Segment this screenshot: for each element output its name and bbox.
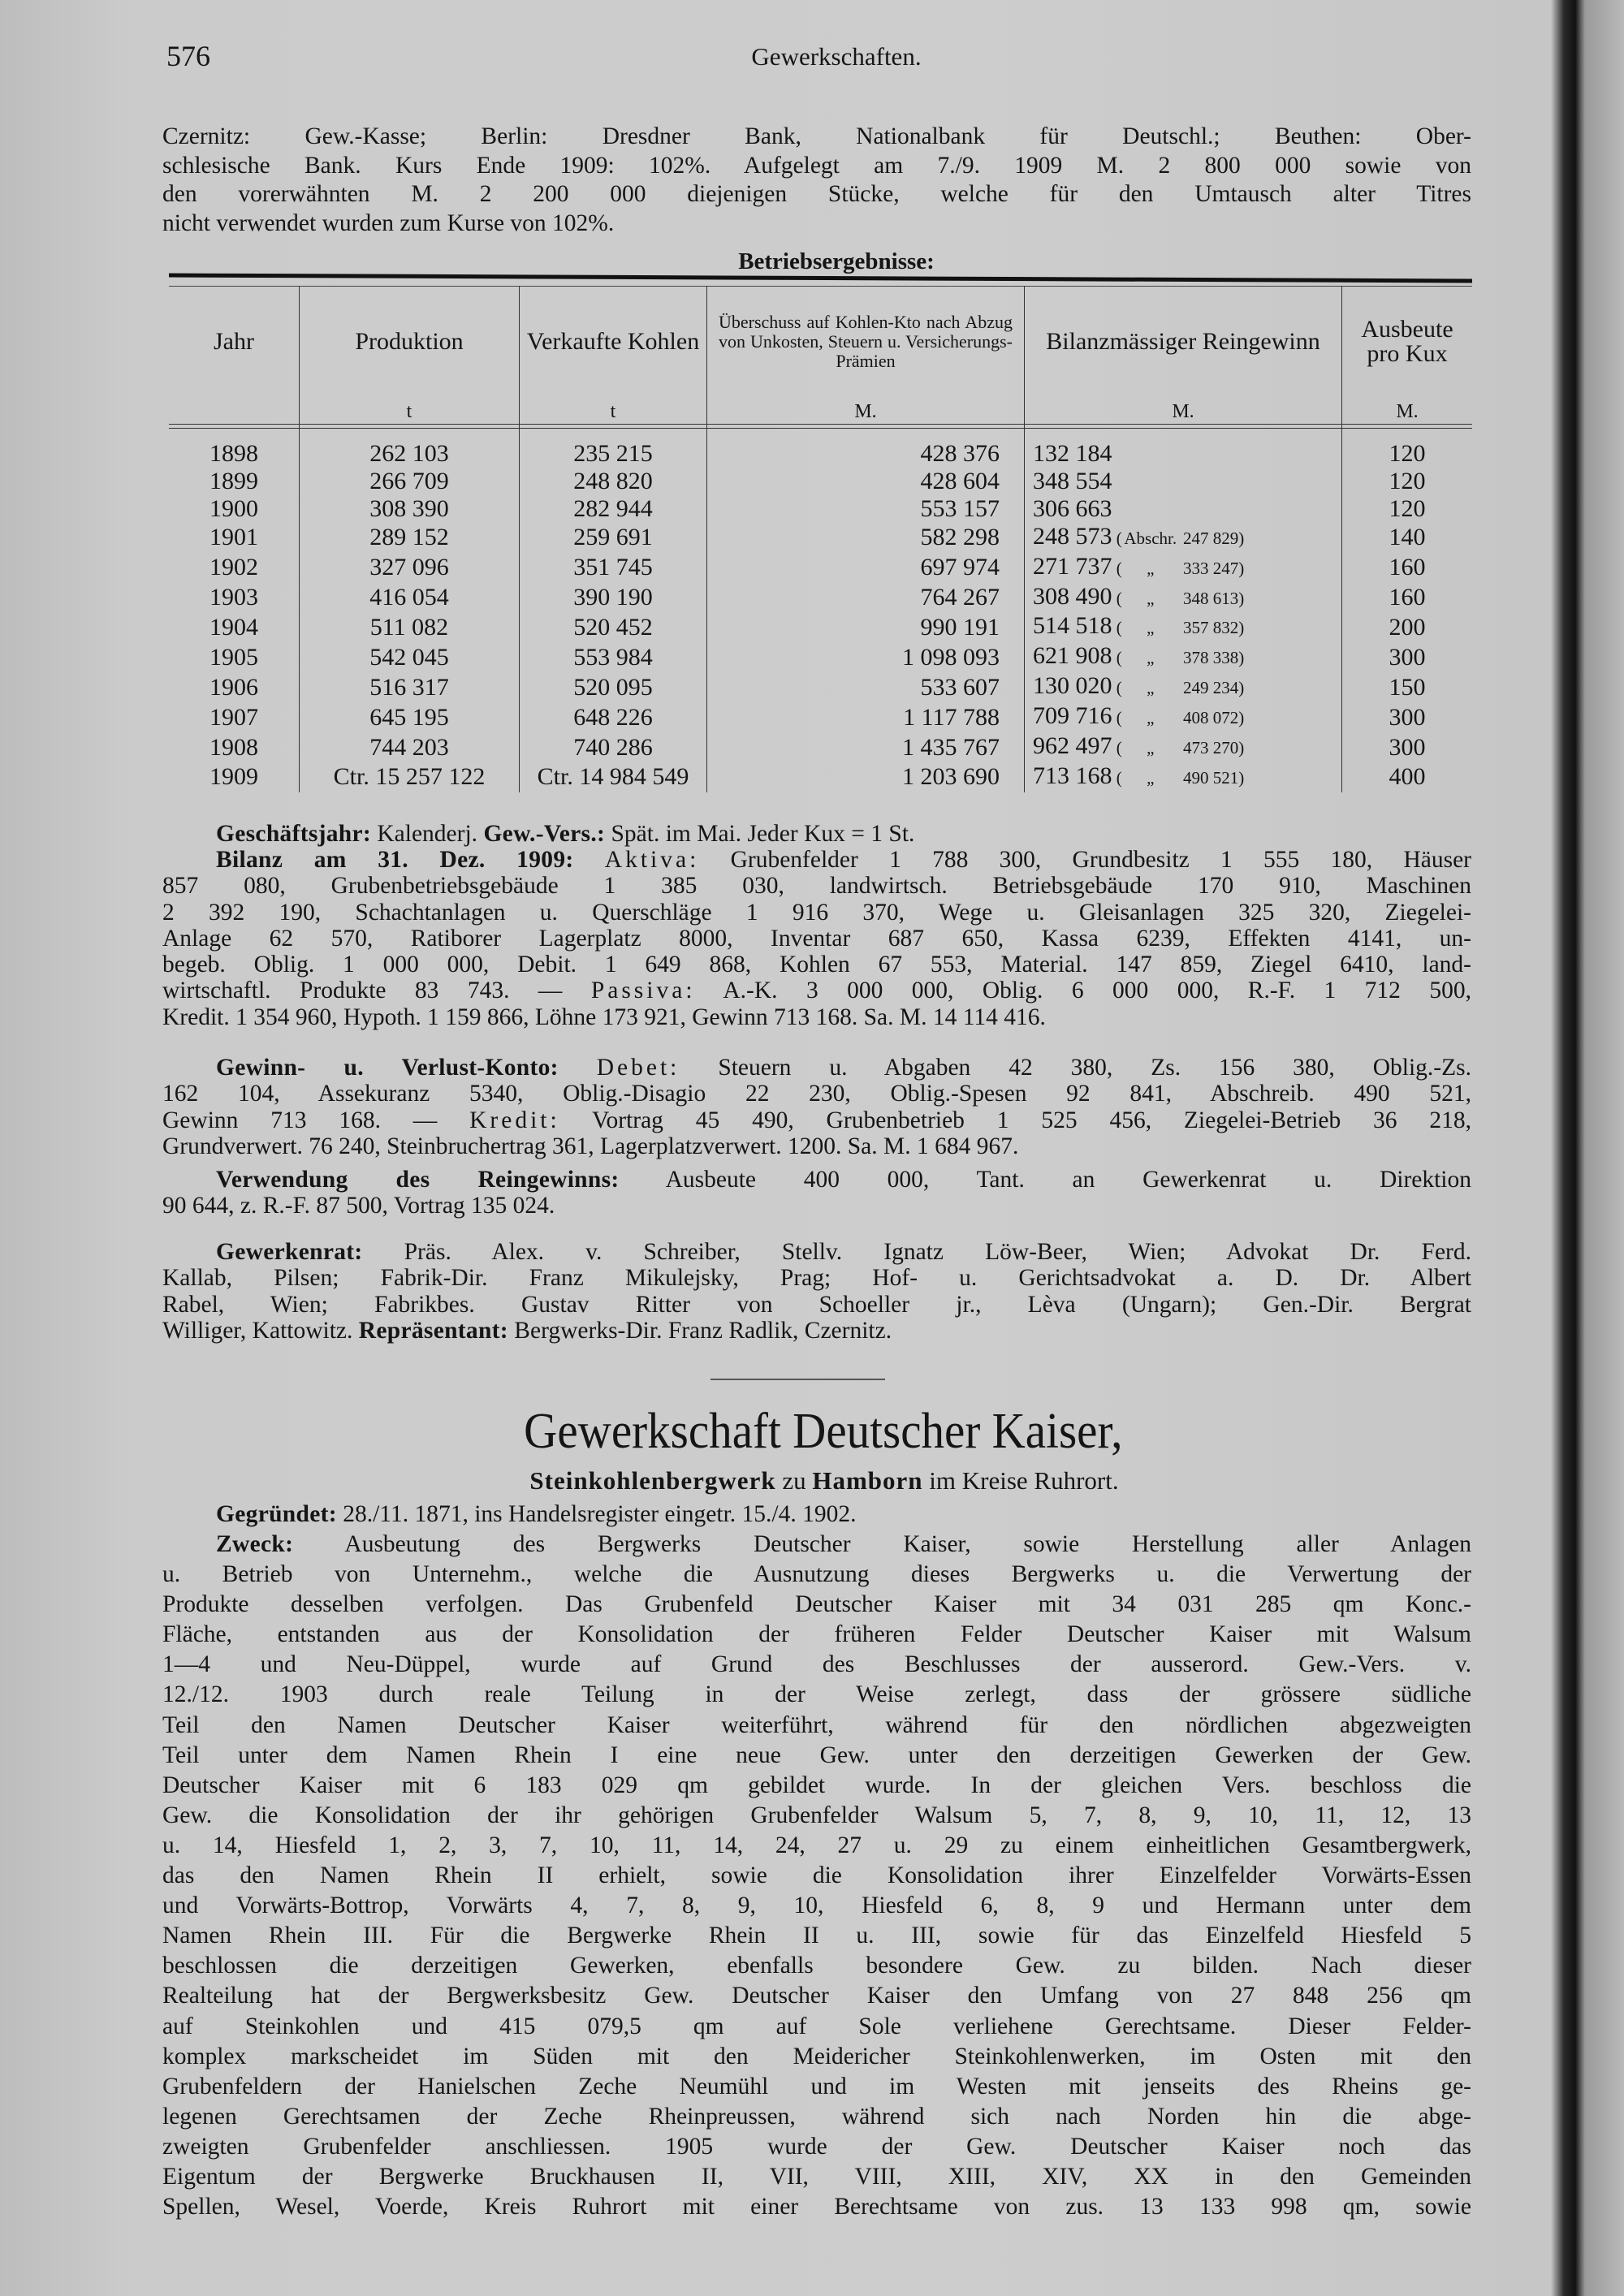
- text-segment: Rabel, Wien; Fabrikbes. Gustav Ritter von Schoeller jr., Lèva (Ungarn); Gen.-Dir. Bergrat: [162, 1291, 1471, 1318]
- cell-ausbeute: 140: [1342, 523, 1473, 553]
- cell-produktion: 511 082: [300, 612, 520, 642]
- note-label: „: [1147, 558, 1155, 578]
- table-row: [169, 495, 1472, 523]
- cell-ueberschuss: 697 974: [707, 553, 1025, 583]
- text-segment: begeb. Oblig. 1 000 000, Debit. 1 649 868, Kohlen 67 553, Material. 147 859, Ziegel 6410, land-: [162, 952, 1471, 978]
- spaced-label: Kredit:: [469, 1107, 560, 1133]
- text-segment: den vorerwähnten M. 2 200 000 diejenigen Stücke, welche für den Umtausch alter Titres: [162, 181, 1471, 208]
- bilanz-paragraph: [162, 847, 1471, 1030]
- note-value: 378 338: [1183, 648, 1239, 668]
- cell-verkaufte-kohlen: 259 691: [520, 523, 707, 553]
- text-segment: Ausbeute 400 000, Tant. an Gewerkenrat u. Direktion: [619, 1167, 1471, 1193]
- cell-year: 1908: [209, 733, 258, 761]
- cell-produktion: 262 103: [300, 424, 520, 468]
- table-header-double-rule-top: [169, 424, 1472, 425]
- text-segment: 90 644, z. R.-F. 87 500, Vortrag 135 024.: [162, 1193, 555, 1219]
- text-segment: beschlossen die derzeitigen Gewerken, ebenfalls besondere Gew. zu bilden. Nach dieser: [162, 1953, 1471, 1979]
- cell-ausbeute: 120: [1342, 495, 1473, 523]
- text-line: [162, 1133, 1471, 1159]
- cell-ausbeute: 120: [1342, 468, 1473, 495]
- text-segment: 2 392 190, Schachtanlagen u. Querschläge 1 916 370, Wege u. Gleisanlagen 325 320, Ziegelei-: [162, 899, 1471, 926]
- cell-year: 1907: [209, 703, 258, 731]
- reingewinn-value: 306 663: [1033, 494, 1112, 522]
- text-line: [162, 1239, 1471, 1265]
- text-line: [162, 1530, 1471, 1560]
- col-header-reingewinn: Bilanzmässiger Reingewinn: [1025, 286, 1342, 398]
- text-segment: [574, 847, 605, 873]
- text-segment: Williger, Kattowitz.: [162, 1317, 359, 1344]
- table-body: [169, 424, 1472, 792]
- text-segment: u. Betrieb von Unternehm., welche die Ausnutzung dieses Bergwerks u. die Verwertung der: [162, 1561, 1471, 1588]
- cell-year: 1901: [209, 524, 258, 551]
- reingewinn-value: 271 737: [1033, 552, 1112, 580]
- text-line: [162, 2102, 1471, 2132]
- text-line: [162, 1921, 1471, 1951]
- reingewinn-value: 132 184: [1033, 440, 1112, 467]
- text-segment: Anlage 62 570, Ratiborer Lagerplatz 8000, Inventar 687 650, Kassa 6239, Effekten 4141, un-: [162, 925, 1471, 952]
- text-line: [162, 847, 1471, 873]
- section-label: Bilanz am 31. Dez. 1909:: [216, 847, 574, 873]
- text-segment: 1—4 und Neu-Düppel, wurde auf Grund des Beschlusses der ausserord. Gew.-Vers. v.: [162, 1651, 1471, 1678]
- text-segment: 12./12. 1903 durch reale Teilung in der Weise zerlegt, dass der grössere südliche: [162, 1681, 1471, 1708]
- cell-verkaufte-kohlen: 390 190: [520, 583, 707, 613]
- note-value: 490 521: [1183, 767, 1239, 788]
- cell-ueberschuss: 1 435 767: [707, 732, 1025, 762]
- text-segment: Teil unter dem Namen Rhein I eine neue Gew. unter den derzeitigen Gewerken der Gew.: [162, 1741, 1471, 1768]
- text-line: [162, 2192, 1471, 2222]
- abschreibung-note: ( „ 348 613): [1112, 589, 1245, 608]
- reingewinn-value: 308 490: [1033, 582, 1112, 610]
- table-row: [169, 523, 1472, 553]
- text-line: [162, 152, 1471, 181]
- abschreibung-note: ( „ 333 247): [1112, 559, 1245, 578]
- cell-produktion: 289 152: [300, 523, 520, 553]
- text-segment: Kallab, Pilsen; Fabrik-Dir. Franz Mikulejsky, Prag; Hof- u. Gerichtsadvokat a. D. Dr. Albert: [162, 1265, 1471, 1292]
- text-segment: zweigten Grubenfelder anschliessen. 1905 wurde der Gew. Deutscher Kaiser noch das: [162, 2133, 1471, 2160]
- note-value: 357 832: [1183, 618, 1239, 638]
- text-segment: Ausbeutung des Bergwerks Deutscher Kaiser, sowie Herstellung aller Anlagen: [293, 1531, 1471, 1557]
- cell-ueberschuss: 1 203 690: [707, 762, 1025, 792]
- text-line: [162, 1771, 1471, 1801]
- note-label: „: [1147, 738, 1155, 758]
- gewinn-verlust-paragraph: [162, 1055, 1471, 1159]
- cell-produktion: Ctr. 15 257 122: [300, 762, 520, 792]
- cell-verkaufte-kohlen: 520 095: [520, 672, 707, 702]
- text-line: [162, 180, 1471, 209]
- cell-year: 1906: [209, 673, 258, 701]
- reingewinn-value: 962 497: [1033, 732, 1112, 760]
- section-divider: [710, 1379, 885, 1380]
- cell-verkaufte-kohlen: 248 820: [520, 468, 707, 495]
- text-line: [162, 1004, 1471, 1030]
- text-segment: Realteilung hat der Bergwerksbesitz Gew. Deutscher Kaiser den Umfang von 27 848 256 qm: [162, 1983, 1471, 2009]
- cell-reingewinn: [1025, 612, 1342, 642]
- table-row: [169, 583, 1472, 613]
- table-header-row: [169, 286, 1472, 398]
- reingewinn-value: 713 168: [1033, 762, 1112, 789]
- cell-year: 1902: [209, 554, 258, 581]
- text-segment: 857 080, Grubenbetriebsgebäude 1 385 030, landwirtsch. Betriebsgebäude 170 910, Maschinen: [162, 873, 1471, 900]
- spaced-label: Debet:: [596, 1055, 680, 1081]
- text-segment: Deutscher Kaiser mit 6 183 029 qm gebildet wurde. In der gleichen Vers. beschloss die: [162, 1772, 1471, 1798]
- cell-reingewinn: [1025, 583, 1342, 613]
- note-label: Abschr.: [1124, 528, 1177, 548]
- cell-reingewinn: [1025, 702, 1342, 732]
- abschreibung-note: ( „ 473 270): [1112, 738, 1245, 757]
- col-header-ueberschuss: Überschuss auf Kohlen-Kto nach Abzug von Unkosten, Steuern u. Versicherungs-Prämien: [707, 286, 1025, 398]
- text-segment: Spät. im Mai. Jeder Kux = 1 St.: [605, 821, 915, 847]
- text-segment: legenen Gerechtsamen der Zeche Rheinpreussen, während sich nach Norden hin die abge-: [162, 2103, 1471, 2130]
- cell-produktion: 308 390: [300, 495, 520, 523]
- note-value: 473 270: [1183, 738, 1239, 758]
- note-label: „: [1147, 618, 1155, 638]
- text-segment: Produkte desselben verfolgen. Das Grubenfeld Deutscher Kaiser mit 34 031 285 qm Konc.-: [162, 1591, 1471, 1618]
- cell-produktion: 327 096: [300, 553, 520, 583]
- unit-ausbeute: M.: [1342, 398, 1473, 424]
- col-header-jahr: Jahr: [214, 328, 254, 355]
- cell-ausbeute: 300: [1342, 642, 1473, 672]
- text-segment: Spellen, Wesel, Voerde, Kreis Ruhrort mit einer Berechtsame von zus. 13 133 998 qm, sowie: [162, 2194, 1471, 2220]
- cell-ueberschuss: 533 607: [707, 672, 1025, 702]
- text-line: [162, 2162, 1471, 2192]
- text-line: [162, 1193, 1471, 1219]
- col-header-produktion: Produktion: [300, 286, 520, 398]
- unit-verkaufte-kohlen: t: [520, 398, 707, 424]
- cell-produktion: 416 054: [300, 583, 520, 613]
- table-row: [169, 553, 1472, 583]
- note-label: „: [1147, 767, 1155, 788]
- text-line: [162, 2072, 1471, 2102]
- text-segment: Grundverwert. 76 240, Steinbruchertrag 361, Lagerplatzverwert. 1200. Sa. M. 1 684 967.: [162, 1133, 1019, 1159]
- text-line: [162, 1265, 1471, 1291]
- spaced-label: Passiva:: [590, 978, 696, 1004]
- table-row: [169, 424, 1472, 468]
- col-header-verkaufte-kohlen: Verkaufte Kohlen: [520, 286, 707, 398]
- cell-ausbeute: 300: [1342, 702, 1473, 732]
- cell-produktion: 516 317: [300, 672, 520, 702]
- text-line: [162, 1711, 1471, 1741]
- cell-reingewinn: [1025, 468, 1342, 495]
- text-line: [162, 1620, 1471, 1650]
- text-segment: Gewinn 713 168. —: [162, 1107, 470, 1133]
- subtitle-rest: im Kreise Ruhrort.: [929, 1466, 1119, 1495]
- unit-produktion: t: [300, 398, 520, 424]
- text-segment: A.-K. 3 000 000, Oblig. 6 000 000, R.-F. 1 712 500,: [695, 978, 1471, 1004]
- unit-jahr: [169, 398, 300, 424]
- cell-ueberschuss: 553 157: [707, 495, 1025, 523]
- text-segment: Grubenfeldern der Hanielschen Zeche Neumühl und im Westen mit jenseits des Rheins ge-: [162, 2073, 1471, 2100]
- cell-produktion: 542 045: [300, 642, 520, 672]
- text-segment: Bergwerks-Dir. Franz Radlik, Czernitz.: [508, 1317, 892, 1344]
- text-segment: Präs. Alex. v. Schreiber, Stellv. Ignatz Löw-Beer, Wien; Advokat Dr. Ferd.: [362, 1239, 1471, 1265]
- cell-year: 1904: [209, 613, 258, 641]
- note-value: 408 072: [1183, 708, 1239, 728]
- cell-ueberschuss: 428 604: [707, 468, 1025, 495]
- reingewinn-value: 514 518: [1033, 612, 1112, 640]
- cell-year: 1903: [209, 584, 258, 611]
- cell-ueberschuss: 764 267: [707, 583, 1025, 613]
- spaced-label: Aktiva:: [604, 847, 700, 873]
- cell-verkaufte-kohlen: 648 226: [520, 702, 707, 732]
- text-line: [162, 1560, 1471, 1590]
- text-segment: Kalenderj.: [371, 821, 484, 847]
- cell-reingewinn: [1025, 553, 1342, 583]
- subtitle-type: Steinkohlenbergwerk: [529, 1466, 776, 1495]
- cell-ueberschuss: 990 191: [707, 612, 1025, 642]
- table-row: [169, 762, 1472, 792]
- page-number: 576: [166, 40, 210, 72]
- text-line: [162, 2132, 1471, 2162]
- intro-paragraph: [162, 123, 1471, 238]
- text-line: [162, 1951, 1471, 1981]
- cell-ausbeute: 160: [1342, 583, 1473, 613]
- abschreibung-note: ( „ 357 832): [1112, 618, 1245, 637]
- subtitle-place: Hamborn: [812, 1466, 923, 1495]
- text-segment: das den Namen Rhein II erhielt, sowie die Konsolidation ihrer Einzelfelder Vorwärts-Essen: [162, 1862, 1471, 1889]
- cell-ausbeute: 400: [1342, 762, 1473, 792]
- text-segment: 28./11. 1871, ins Handelsregister eingetr. 15./4. 1902.: [336, 1501, 857, 1527]
- section-label: Gewinn- u. Verlust-Konto:: [216, 1055, 559, 1081]
- text-segment: wirtschaftl. Produkte 83 743. —: [162, 978, 591, 1004]
- text-segment: auf Steinkohlen und 415 079,5 qm auf Sole verliehene Gerechtsame. Dieser Felder-: [162, 2013, 1471, 2039]
- section-label: Zweck:: [216, 1531, 294, 1557]
- text-segment: 162 104, Assekuranz 5340, Oblig.-Disagio 22 230, Oblig.-Spesen 92 841, Abschreib. 490 521,: [162, 1081, 1471, 1107]
- gegruendet-paragraph: [162, 1501, 1471, 1527]
- cell-reingewinn: [1025, 762, 1342, 792]
- verwendung-paragraph: [162, 1167, 1471, 1219]
- text-line: [162, 1680, 1471, 1710]
- unit-ueberschuss: M.: [707, 398, 1025, 424]
- cell-ausbeute: 300: [1342, 732, 1473, 762]
- table-row: [169, 468, 1472, 495]
- text-line: [162, 1650, 1471, 1680]
- cell-verkaufte-kohlen: 282 944: [520, 495, 707, 523]
- text-segment: Grubenfelder 1 788 300, Grundbesitz 1 555 180, Häuser: [699, 847, 1471, 873]
- note-label: „: [1147, 648, 1155, 668]
- cell-verkaufte-kohlen: 740 286: [520, 732, 707, 762]
- cell-reingewinn: [1025, 732, 1342, 762]
- text-segment: Steuern u. Abgaben 42 380, Zs. 156 380, Oblig.-Zs.: [680, 1055, 1471, 1081]
- text-line: [162, 900, 1471, 926]
- cell-year: 1900: [209, 494, 258, 522]
- text-segment: und Vorwärts-Bottrop, Vorwärts 4, 7, 8, 9, 10, Hiesfeld 6, 8, 9 und Hermann unter dem: [162, 1892, 1471, 1919]
- abschreibung-note: ( „ 408 072): [1112, 708, 1245, 727]
- text-line: [162, 209, 1471, 239]
- text-line: [162, 1831, 1471, 1861]
- cell-reingewinn: [1025, 523, 1342, 553]
- abschreibung-note: ( „ 249 234): [1112, 678, 1245, 697]
- text-line: [162, 873, 1471, 899]
- section-label: Gegründet:: [216, 1501, 337, 1527]
- zweck-paragraph: [162, 1530, 1471, 2222]
- note-value: 249 234: [1183, 678, 1239, 698]
- text-line: [162, 1107, 1471, 1133]
- reingewinn-value: 248 573: [1033, 522, 1112, 550]
- text-line: [162, 952, 1471, 978]
- company-title: Gewerkschaft Deutscher Kaiser,: [524, 1404, 1123, 1459]
- cell-ausbeute: 150: [1342, 672, 1473, 702]
- text-line: [162, 1590, 1471, 1620]
- subtitle-zu: zu: [782, 1466, 806, 1495]
- text-line: [162, 2042, 1471, 2072]
- cell-ueberschuss: 582 298: [707, 523, 1025, 553]
- text-line: [162, 978, 1471, 1003]
- col-header-ausbeute: Ausbeute pro Kux: [1342, 286, 1473, 398]
- gewerkenrat-paragraph: [162, 1239, 1471, 1344]
- unit-reingewinn: M.: [1025, 398, 1342, 424]
- text-segment: Kredit. 1 354 960, Hypoth. 1 159 866, Löhne 173 921, Gewinn 713 168. Sa. M. 14 114 416.: [162, 1003, 1046, 1030]
- reingewinn-value: 130 020: [1033, 672, 1112, 700]
- cell-year: 1905: [209, 643, 258, 671]
- abschreibung-note: ( Abschr. 247 829): [1112, 529, 1245, 548]
- text-line: [162, 1318, 1471, 1344]
- reingewinn-value: 621 908: [1033, 642, 1112, 670]
- note-value: 247 829: [1183, 528, 1239, 548]
- cell-ueberschuss: 1 117 788: [707, 702, 1025, 732]
- text-line: [162, 123, 1471, 152]
- text-line: [162, 1501, 1471, 1527]
- text-segment: Czernitz: Gew.-Kasse; Berlin: Dresdner Bank, Nationalbank für Deutschl.; Beuthen: Ober-: [162, 123, 1471, 149]
- geschaeftsjahr-paragraph: [162, 821, 1471, 847]
- note-value: 333 247: [1183, 558, 1239, 578]
- text-line: [162, 1861, 1471, 1891]
- cell-verkaufte-kohlen: 235 215: [520, 424, 707, 468]
- text-line: [162, 1167, 1471, 1193]
- text-line: [162, 926, 1471, 952]
- text-segment: schlesische Bank. Kurs Ende 1909: 102%. Aufgelegt am 7./9. 1909 M. 2 800 000 sowie von: [162, 152, 1471, 179]
- cell-year: 1898: [209, 440, 258, 467]
- text-segment: Teil den Namen Deutscher Kaiser weiterführt, während für den nördlichen abgezweigten: [162, 1711, 1471, 1738]
- text-line: [162, 821, 1471, 847]
- text-segment: Fläche, entstanden aus der Konsolidation der früheren Felder Deutscher Kaiser mit Walsum: [162, 1621, 1471, 1648]
- table-unit-row: [169, 398, 1472, 424]
- text-segment: komplex markscheidet im Süden mit den Meidericher Steinkohlenwerken, im Osten mit den: [162, 2043, 1471, 2069]
- cell-verkaufte-kohlen: 351 745: [520, 553, 707, 583]
- cell-produktion: 744 203: [300, 732, 520, 762]
- note-label: „: [1147, 708, 1155, 728]
- betriebsergebnisse-table: [169, 286, 1472, 792]
- text-line: [162, 1081, 1471, 1107]
- text-line: [162, 1801, 1471, 1831]
- note-label: „: [1147, 588, 1155, 608]
- table-row: [169, 612, 1472, 642]
- reingewinn-value: 348 554: [1033, 467, 1112, 494]
- cell-ausbeute: 160: [1342, 553, 1473, 583]
- abschreibung-note: ( „ 378 338): [1112, 648, 1245, 667]
- cell-reingewinn: [1025, 642, 1342, 672]
- text-segment: Namen Rhein III. Für die Bergwerke Rhein II u. III, sowie für das Einzelfeld Hiesfeld 5: [162, 1923, 1471, 1949]
- cell-reingewinn: [1025, 672, 1342, 702]
- text-segment: u. 14, Hiesfeld 1, 2, 3, 7, 10, 11, 14, 24, 27 u. 29 zu einem einheitlichen Gesamtbergwerk,: [162, 1832, 1471, 1858]
- reingewinn-value: 709 716: [1033, 702, 1112, 730]
- text-line: [162, 2012, 1471, 2042]
- table-header-double-rule-bottom: [169, 428, 1472, 429]
- text-segment: Eigentum der Bergwerke Bruckhausen II, VII, VIII, XIII, XIV, XX in den Gemeinden: [162, 2163, 1471, 2190]
- section-label: Gewerkenrat:: [216, 1239, 363, 1265]
- cell-produktion: 266 709: [300, 468, 520, 495]
- cell-ueberschuss: 428 376: [707, 424, 1025, 468]
- cell-year: 1909: [209, 763, 258, 791]
- running-title: Gewerkschaften.: [751, 42, 922, 71]
- text-segment: [559, 1055, 597, 1081]
- table-row: [169, 672, 1472, 702]
- cell-verkaufte-kohlen: 520 452: [520, 612, 707, 642]
- text-line: [162, 1981, 1471, 2011]
- note-value: 348 613: [1183, 588, 1239, 608]
- note-label: „: [1147, 678, 1155, 698]
- abschreibung-note: ( „ 490 521): [1112, 768, 1245, 788]
- table-row: [169, 642, 1472, 672]
- section-label: Gew.-Vers.:: [483, 821, 606, 847]
- section-label: Repräsentant:: [358, 1317, 508, 1344]
- text-segment: Vortrag 45 490, Grubenbetrieb 1 525 456, Ziegelei-Betrieb 36 218,: [559, 1107, 1471, 1133]
- cell-reingewinn: [1025, 424, 1342, 468]
- company-subtitle: [0, 1466, 1624, 1495]
- cell-year: 1899: [209, 467, 258, 494]
- text-line: [162, 1891, 1471, 1921]
- cell-ueberschuss: 1 098 093: [707, 642, 1025, 672]
- section-label: Geschäftsjahr:: [216, 821, 371, 847]
- cell-reingewinn: [1025, 495, 1342, 523]
- text-line: [162, 1055, 1471, 1081]
- cell-produktion: 645 195: [300, 702, 520, 732]
- text-segment: Gew. die Konsolidation der ihr gehörigen Grubenfelder Walsum 5, 7, 8, 9, 10, 11, 12, 13: [162, 1802, 1471, 1828]
- section-label: Verwendung des Reingewinns:: [216, 1167, 620, 1193]
- cell-verkaufte-kohlen: 553 984: [520, 642, 707, 672]
- text-segment: nicht verwendet wurden zum Kurse von 102%.: [162, 209, 615, 236]
- text-line: [162, 1741, 1471, 1771]
- table-row: [169, 732, 1472, 762]
- table-title: Betriebsergebnisse:: [738, 248, 935, 274]
- text-line: [162, 1292, 1471, 1318]
- cell-ausbeute: 200: [1342, 612, 1473, 642]
- cell-verkaufte-kohlen: Ctr. 14 984 549: [520, 762, 707, 792]
- cell-ausbeute: 120: [1342, 424, 1473, 468]
- table-row: [169, 702, 1472, 732]
